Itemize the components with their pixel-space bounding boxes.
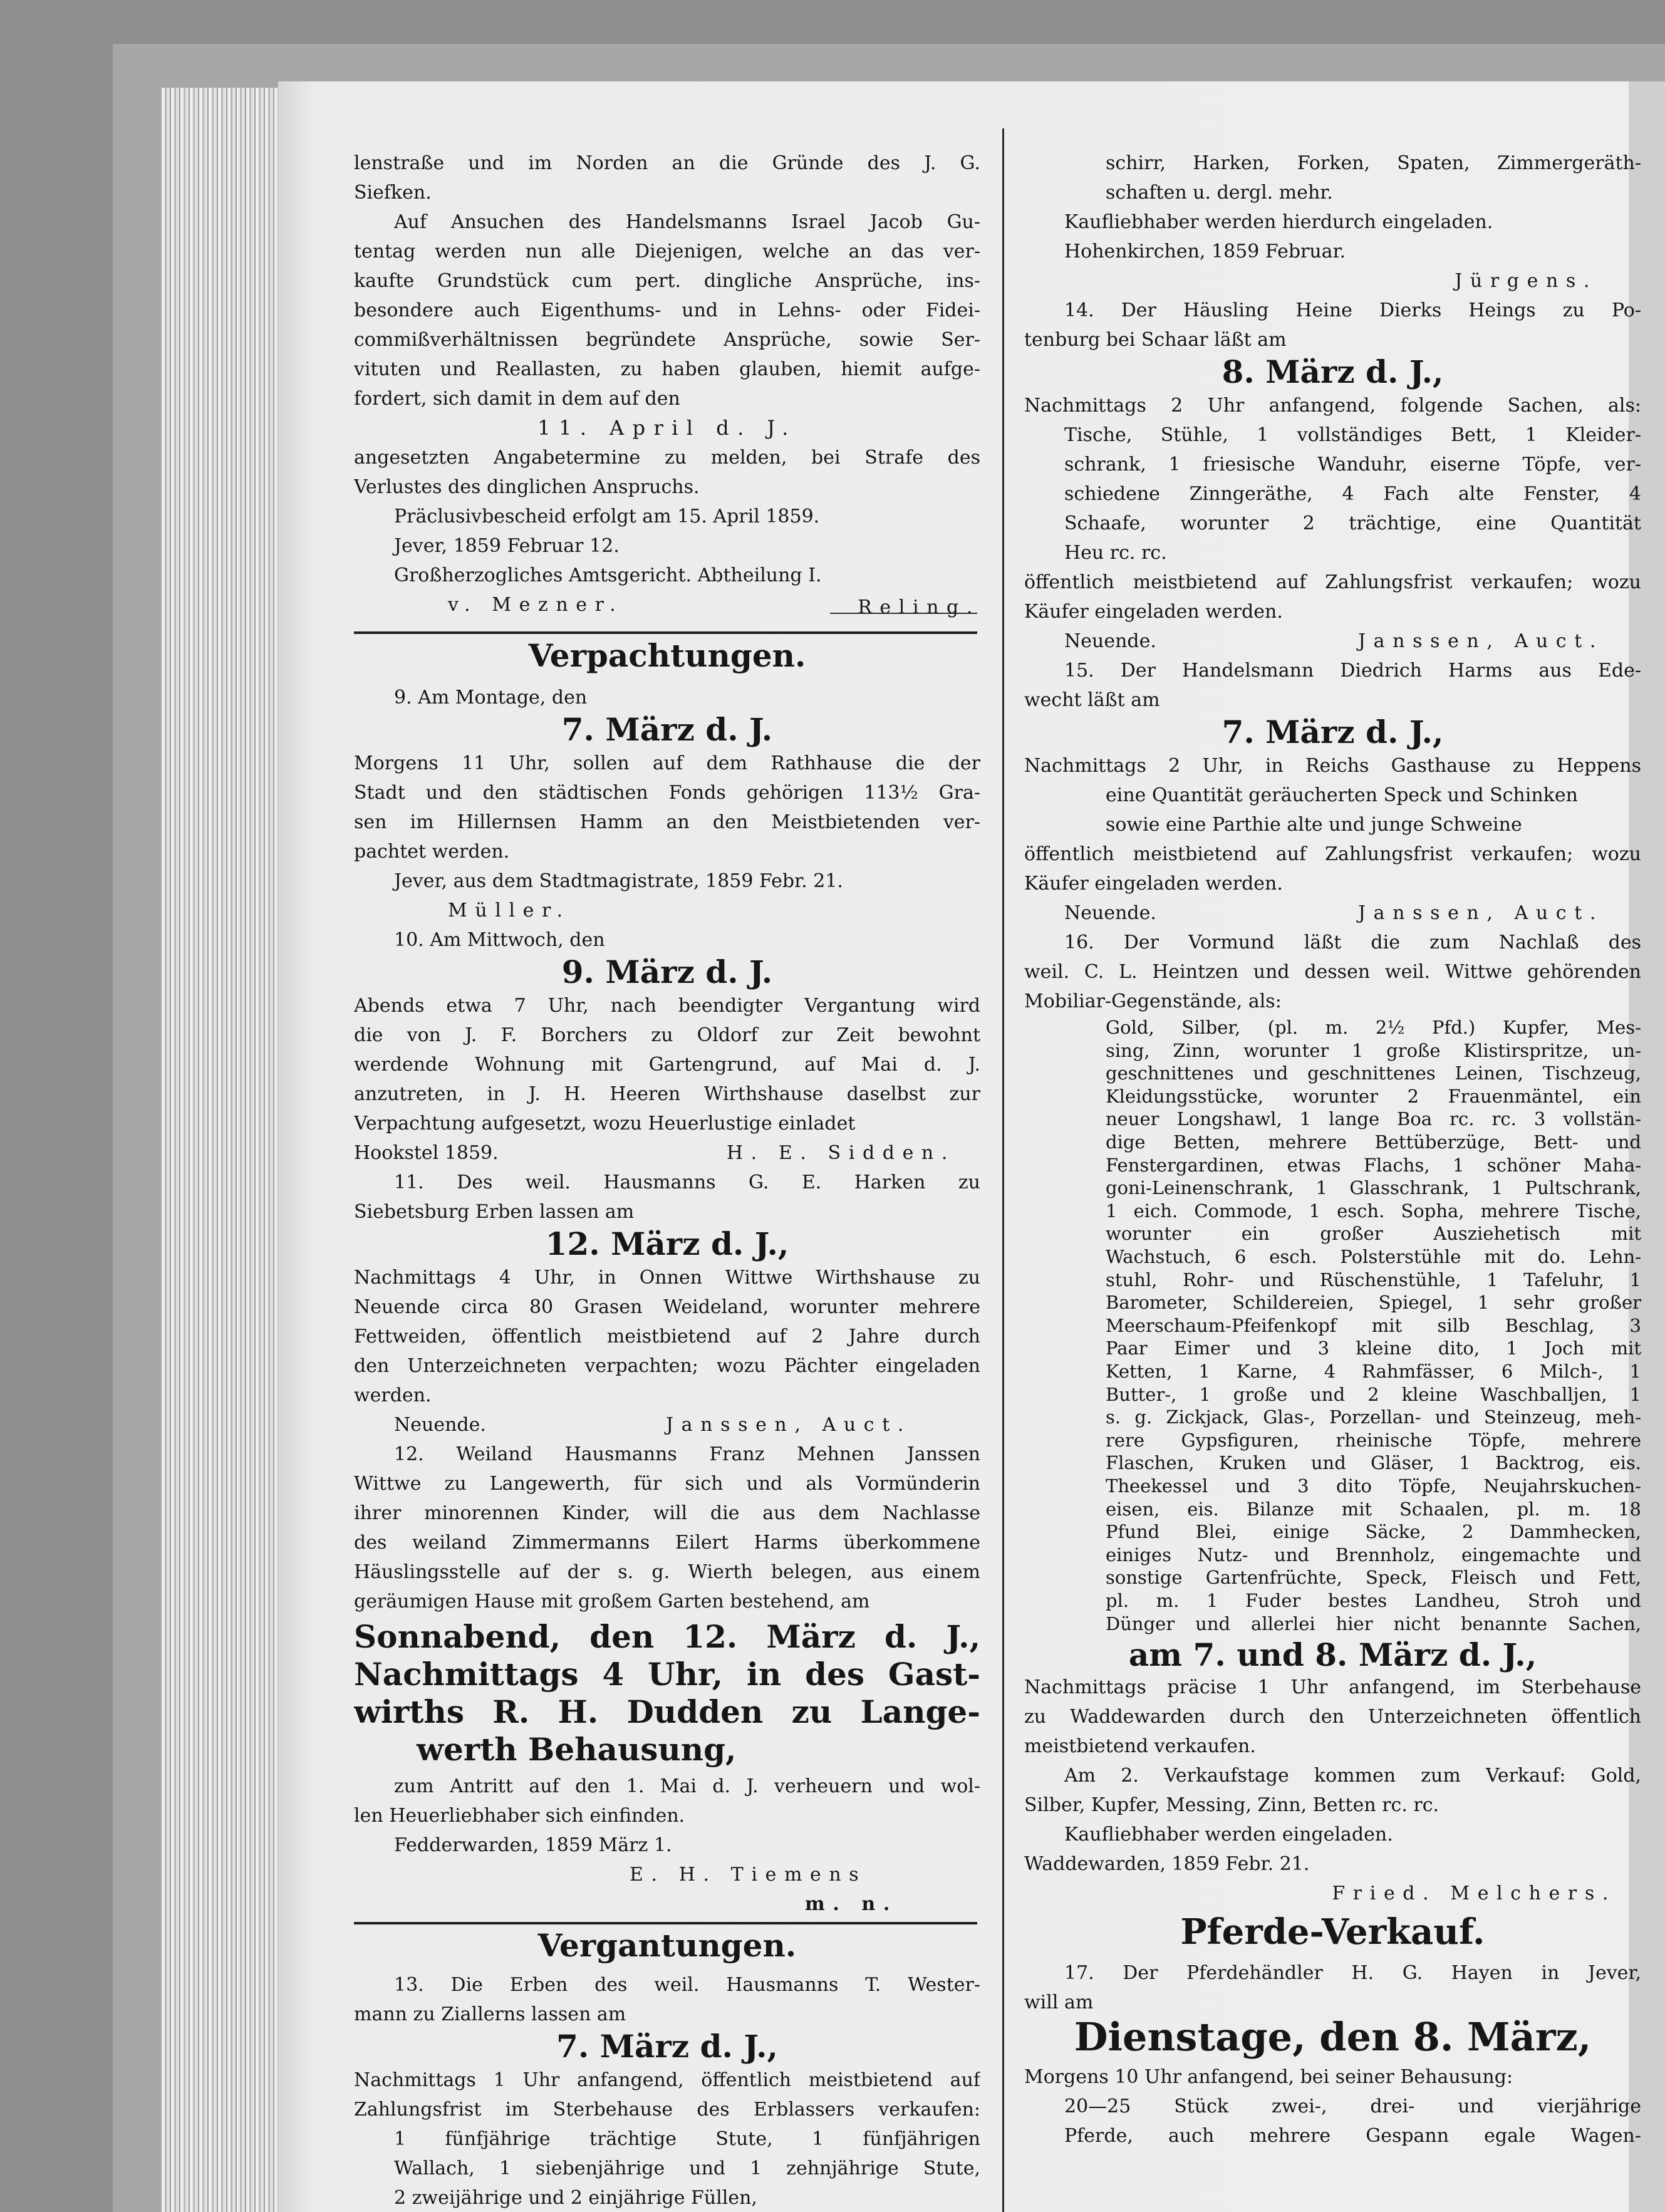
text-line: Waddewarden, 1859 Febr. 21. [1024,1853,1310,1875]
text-line: vituten und Reallasten, zu haben glauben, hiemit aufge- [354,358,980,380]
auction-date: 8. März d. J., [1222,353,1444,390]
list-line: Meerschaum-Pfeifenkopf mit silb Beschlag, 3 [1106,1314,1641,1336]
text-line: 10. Am Mittwoch, den [394,929,605,951]
text-line: Nachmittags 1 Uhr anfangend, öffentlich meistbietend auf [354,2069,980,2091]
text-line: commißverhältnissen begründete Ansprüche, sowie Ser- [354,329,980,351]
text-line: weil. C. L. Heintzen und dessen weil. Wittwe gehörenden [1024,961,1641,983]
text-line: Käufer eingeladen werden. [1024,873,1283,895]
text-line: will am [1024,1991,1094,2013]
text-line: Neuende. [1064,902,1156,924]
signature: E. H. Tiemens [630,1864,867,1886]
text-line: Neuende. [1064,630,1156,652]
left-column [354,0,980,2212]
text-line: meistbietend verkaufen. [1024,1735,1256,1757]
text-line: sen im Hillernsen Hamm an den Meistbietenden ver- [354,811,980,833]
text-line: Am 2. Verkaufstage kommen zum Verkauf: Gold, [1064,1765,1641,1787]
text-line: Tische, Stühle, 1 vollständiges Bett, 1 Kleider- [1064,424,1641,446]
text-line: Morgens 11 Uhr, sollen auf dem Rathhause die der [354,752,980,774]
signature: m. n. [805,1893,898,1915]
auction-date: am 7. und 8. März d. J., [1128,1636,1537,1673]
text-line: 2 zweijährige und 2 einjährige Füllen, [394,2187,757,2209]
text-line: besondere auch Eigenthums- und in Lehns- oder Fidei- [354,299,980,321]
text-line: Jever, aus dem Stadtmagistrate, 1859 Febr. 21. [394,870,843,892]
court-name: Großherzogliches Amtsgericht. Abtheilung I. [394,564,822,586]
text-line: wecht läßt am [1024,689,1160,711]
list-line: neuer Longshawl, 1 lange Boa rc. rc. 3 vollstän- [1106,1108,1641,1130]
auction-date: 7. März d. J., [556,2028,778,2065]
text-line: Nachmittags 2 Uhr, in Reichs Gasthause zu Heppens [1024,755,1641,777]
list-line: geschnittenes und geschnittenes Leinen, Tischzeug, [1106,1062,1641,1084]
section-heading: Vergantungen. [537,1927,797,1964]
text-line: Heu rc. rc. [1064,542,1167,564]
text-line: Nachmittags 4 Uhr, in Onnen Wittwe Wirthshause zu [354,1267,980,1289]
text-line: Kaufliebhaber werden eingeladen. [1064,1824,1393,1846]
text-line: den Unterzeichneten verpachten; wozu Pächter eingeladen [354,1355,980,1377]
text-line: 11. Des weil. Hausmanns G. E. Harken zu [394,1171,980,1193]
list-line: Wachstuch, 6 esch. Polsterstühle mit do. Lehn- [1106,1246,1641,1267]
text-line: 1 fünfjährige trächtige Stute, 1 fünfjährigen [394,2128,980,2150]
list-line: eisen, eis. Bilanze mit Schaalen, pl. m. 18 [1106,1498,1641,1520]
text-line: pachtet werden. [354,841,510,863]
text-line: Wittwe zu Langewerth, für sich und als Vormünderin [354,1473,980,1495]
text-line: ihrer minorennen Kinder, will die aus dem Nachlasse [354,1502,980,1524]
text-line: des weiland Zimmermanns Eilert Harms überkommene [354,1532,980,1554]
list-line: rere Gypsfiguren, rheinische Töpfe, mehrere [1106,1429,1641,1451]
bold-notice-line: Nachmittags 4 Uhr, in des Gast- [354,1656,980,1693]
list-line: einiges Nutz- und Brennholz, eingemachte und [1106,1544,1641,1566]
section-heading: Pferde-Verkauf. [1180,1911,1485,1953]
signature: H. E. Sidden. [726,1142,955,1164]
text-line: 9. Am Montage, den [394,687,588,709]
list-line: Ketten, 1 Karne, 4 Rahmfässer, 6 Milch-, 1 [1106,1361,1641,1382]
section-rule [354,631,977,634]
text-line: werdende Wohnung mit Gartengrund, auf Mai d. J. [354,1054,980,1076]
list-line: sing, Zinn, worunter 1 große Klistirspritze, un- [1106,1039,1641,1061]
text-line: 20—25 Stück zwei-, drei- und vierjährige [1064,2095,1641,2117]
text-line: 14. Der Häusling Heine Dierks Heings zu Po- [1064,299,1641,321]
text-line: Fettweiden, öffentlich meistbietend auf 2 Jahre durch [354,1326,980,1347]
text-line: Schaafe, worunter 2 trächtige, eine Quantität [1064,512,1641,534]
list-line: Dünger und allerlei hier nicht benannte Sachen, [1106,1612,1641,1634]
text-line: Mobiliar-Gegenstände, als: [1024,990,1282,1012]
text-line: Stadt und den städtischen Fonds gehörigen 113½ Gra- [354,782,980,804]
signature-reling: Reling. [858,596,980,618]
list-line: Paar Eimer und 3 kleine dito, 1 Joch mit [1106,1337,1641,1359]
text-line: Hohenkirchen, 1859 Februar. [1064,241,1346,262]
text-line: Präclusivbescheid erfolgt am 15. April 1859. [394,506,820,527]
right-column [1024,0,1641,2212]
text-line: schirr, Harken, Forken, Spaten, Zimmergeräth- [1106,152,1641,174]
text-line: Morgens 10 Uhr anfangend, bei seiner Behausung: [1024,2066,1513,2088]
text-line: schaften u. dergl. mehr. [1106,182,1333,204]
auction-date-large: Dienstage, den 8. März, [1074,2014,1592,2060]
list-line: Gold, Silber, (pl. m. 2½ Pfd.) Kupfer, Mes- [1106,1017,1641,1038]
list-line: goni-Leinenschrank, 1 Glasschrank, 1 Pultschrank, [1106,1177,1641,1199]
text-line: angesetzten Angabetermine zu melden, bei Strafe des [354,447,980,469]
list-line: 1 eich. Commode, 1 esch. Sopha, mehrere Tische, [1106,1200,1641,1222]
text-line: Häuslingsstelle auf der s. g. Wierth belegen, aus einem [354,1561,980,1583]
text-line: Verlustes des dinglichen Anspruchs. [354,476,700,498]
list-line: Butter-, 1 große und 2 kleine Waschballjen, 1 [1106,1383,1641,1405]
text-line: 15. Der Handelsmann Diedrich Harms aus Ede- [1064,660,1641,682]
text-line: zum Antritt auf den 1. Mai d. J. verheuern und wol- [394,1775,980,1797]
text-line: tenburg bei Schaar läßt am [1024,329,1287,351]
list-line: Barometer, Schildereien, Spiegel, 1 sehr großer [1106,1292,1641,1314]
signature: v. Mezner. [448,594,624,616]
list-line: Kleidungsstücke, worunter 2 Frauenmäntel, ein [1106,1085,1641,1107]
text-line: Hookstel 1859. [354,1142,499,1164]
bold-notice-line: Sonnabend, den 12. März d. J., [354,1618,980,1655]
signature: Fried. Melchers. [1332,1882,1616,1904]
text-line: tentag werden nun alle Diejenigen, welche an das ver- [354,241,980,262]
text-line: Wallach, 1 siebenjährige und 1 zehnjährige Stute, [394,2157,980,2179]
auction-date: 9. März d. J. [561,953,773,990]
section-rule [354,1922,977,1924]
list-line: Fenstergardinen, etwas Flachs, 1 schöner Maha- [1106,1154,1641,1176]
text-line: lenstraße und im Norden an die Gründe des J. G. [354,152,980,174]
text-line: Abends etwa 7 Uhr, nach beendigter Vergantung wird [354,995,980,1017]
text-line: zu Waddewarden durch den Unterzeichneten öffentlich [1024,1706,1641,1728]
text-line: Siefken. [354,182,432,204]
auction-date: 7. März d. J., [1222,714,1444,750]
text-line: werden. [354,1384,432,1406]
text-line: mann zu Ziallerns lassen am [354,2003,626,2025]
column-separator [1002,128,1004,2212]
text-line: schrank, 1 friesische Wanduhr, eiserne Töpfe, ver- [1064,454,1641,475]
text-line: Kaufliebhaber werden hierdurch eingeladen. [1064,211,1493,233]
text-line: len Heuerliebhaber sich einfinden. [354,1805,685,1827]
text-line: eine Quantität geräucherten Speck und Schinken [1106,784,1578,806]
text-line: fordert, sich damit in dem auf den [354,388,680,410]
auction-date: 7. März d. J. [561,711,773,748]
text-line: Jever, 1859 Februar 12. [394,535,620,557]
list-line: dige Betten, mehrere Bettüberzüge, Bett- und [1106,1131,1641,1153]
list-line: Flaschen, Kruken und Gläser, 1 Backtrog, eis. [1106,1452,1641,1474]
bold-notice-line: werth Behausung, [417,1731,737,1768]
text-line: geräumigen Hause mit großem Garten bestehend, am [354,1591,870,1612]
text-line: kaufte Grundstück cum pert. dingliche Ansprüche, ins- [354,270,980,292]
text-line: Nachmittags präcise 1 Uhr anfangend, im Sterbehause [1024,1676,1641,1698]
page-edges [162,88,278,2212]
text-line: Silber, Kupfer, Messing, Zinn, Betten rc. rc. [1024,1794,1439,1816]
text-line: 16. Der Vormund läßt die zum Nachlaß des [1064,932,1641,953]
signature: Janssen, Auct. [1358,902,1604,924]
signature: Jürgens. [1455,270,1597,292]
list-line: Theekessel und 3 dito Töpfe, Neujahrskuchen- [1106,1475,1641,1497]
text-line: schiedene Zinngeräthe, 4 Fach alte Fenster, 4 [1064,483,1641,505]
auction-date: 12. März d. J., [545,1225,789,1262]
list-line: Pfund Blei, einige Säcke, 2 Dammhecken, [1106,1521,1641,1543]
text-line: Neuende. [394,1414,486,1436]
text-line: 12. Weiland Hausmanns Franz Mehnen Janssen [394,1443,980,1465]
text-line: Auf Ansuchen des Handelsmanns Israel Jacob Gu- [394,211,980,233]
text-line: Fedderwarden, 1859 März 1. [394,1834,672,1856]
signature: Janssen, Auct. [1358,630,1604,652]
text-line: Käufer eingeladen werden. [1024,601,1283,623]
text-line: 17. Der Pferdehändler H. G. Hayen in Jever, [1064,1962,1641,1984]
list-line: worunter ein großer Ausziehetisch mit [1106,1223,1641,1245]
list-line: sonstige Gartenfrüchte, Speck, Fleisch und Fett, [1106,1567,1641,1589]
section-heading: Verpachtungen. [528,637,806,674]
text-line: 13. Die Erben des weil. Hausmanns T. Wester- [394,1974,980,1996]
text-line: Nachmittags 2 Uhr anfangend, folgende Sachen, als: [1024,395,1641,417]
text-line: Verpachtung aufgesetzt, wozu Heuerlustige einladet [354,1113,856,1135]
text-line: sowie eine Parthie alte und junge Schweine [1106,814,1522,836]
text-line: Neuende circa 80 Grasen Weideland, worunter mehrere [354,1296,980,1318]
bold-notice-line: wirths R. H. Dudden zu Lange- [354,1693,980,1730]
text-line: Siebetsburg Erben lassen am [354,1201,635,1223]
term-date: 11. April d. J. [537,416,797,440]
text-line: öffentlich meistbietend auf Zahlungsfrist verkaufen; wozu [1024,571,1641,593]
text-line: öffentlich meistbietend auf Zahlungsfrist verkaufen; wozu [1024,843,1641,865]
signature: Janssen, Auct. [666,1414,911,1436]
text-line: die von J. F. Borchers zu Oldorf zur Zeit bewohnt [354,1024,980,1046]
list-line: pl. m. 1 Fuder bestes Landheu, Stroh und [1106,1590,1641,1611]
text-line: anzutreten, in J. H. Heeren Wirthshause daselbst zur [354,1083,980,1105]
signature: Müller. [448,900,571,922]
text-line: Zahlungsfrist im Sterbehause des Erblassers verkaufen: [354,2099,980,2121]
list-line: s. g. Zickjack, Glas-, Porzellan- und Steinzeug, meh- [1106,1406,1641,1428]
list-line: stuhl, Rohr- und Rüschenstühle, 1 Tafeluhr, 1 [1106,1269,1641,1290]
text-line: Pferde, auch mehrere Gespann egale Wagen- [1064,2125,1641,2147]
